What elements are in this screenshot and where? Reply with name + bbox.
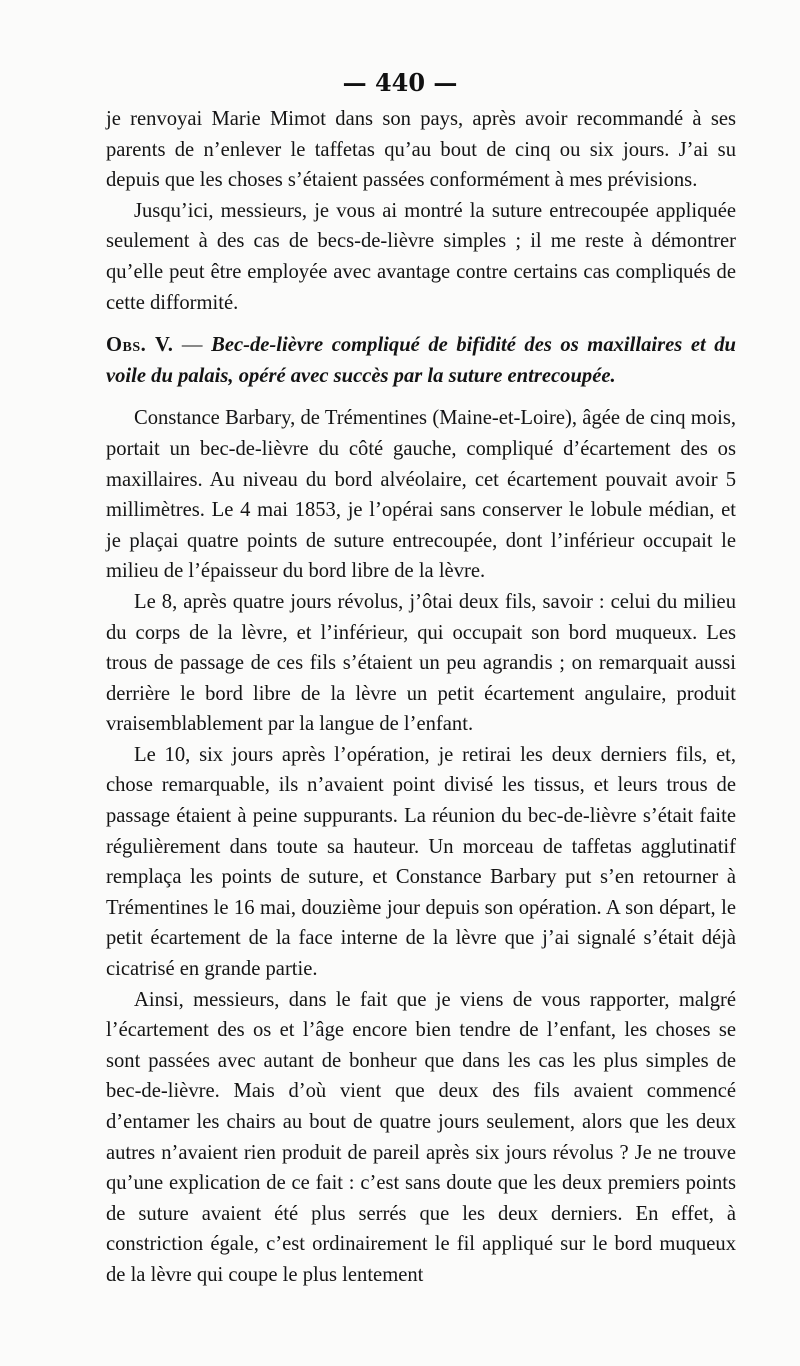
observation-dash: — — [173, 334, 212, 357]
paragraph-intro: Jusqu’ici, messieurs, je vous ai montré la suture entrecoupée appliquée seulement à des cas de becs-de-lièvre simples ; il me reste à démontrer qu’elle peut être employée avec avantage contre certains cas compliqués de cette difformité. — [106, 199, 736, 314]
paragraph-day-8: Le 8, après quatre jours révolus, j’ôtai deux fils, savoir : celui du milieu du corps de la lèvre, et l’inférieur, qui occupait son bord muqueux. Les trous de passage de ces fils s’étaient un peu agrandis ; on remarquait aussi derrière le bord libre de la lèvre un petit écartement angulaire, produit vraisemblablement par la langue de l’enfant. — [106, 590, 736, 736]
paragraph-continuation: je renvoyai Marie Mimot dans son pays, après avoir recommandé à ses parents de n’enlever le taffetas qu’au bout de cinq ou six jours. J’ai su depuis que les choses s’étaient passées conformément à mes prévisions. — [106, 108, 736, 192]
observation-heading — [106, 330, 736, 391]
page-text — [106, 104, 736, 1291]
page-number: — 440 — — [342, 68, 458, 97]
paragraph-discussion: Ainsi, messieurs, dans le fait que je viens de vous rapporter, malgré l’écartement des os et l’âge encore bien tendre de l’enfant, les choses se sont passées avec autant de bonheur que dans les cas les plus simples de bec-de-lièvre. Mais d’où vient que deux des fils avaient commencé d’entamer les chairs au bout de quatre jours seulement, alors que les deux autres n’avaient rien produit de pareil après six jours révolus ? Je ne trouve qu’une explication de ce fait : c’est sans doute que les deux premiers points de suture avaient été plus serrés que les deux derniers. En effet, à constriction égale, c’est ordinairement le fil appliqué sur le bord muqueux de la lèvre qui coupe le plus lentement — [106, 988, 736, 1286]
paragraph-case: Constance Barbary, de Trémentines (Maine-et-Loire), âgée de cinq mois, portait un bec-de-lièvre du côté gauche, compliqué d’écartement des os maxillaires. Au niveau du bord alvéolaire, cet écartement pouvait avoir 5 millimètres. Le 4 mai 1853, je l’opérai sans conserver le lobule médian, et je plaçai quatre points de suture entrecoupée, dont l’inférieur occupait le milieu de l’épaisseur du bord libre de la lèvre. — [106, 407, 736, 583]
paragraph-day-10: Le 10, six jours après l’opération, je retirai les deux derniers fils, et, chose remarquable, ils n’avaient point divisé les tissus, et leurs trous de passage étaient à peine suppurants. La réunion du bec-de-lièvre s’était faite régulièrement dans toute sa hauteur. Un morceau de taffetas agglutinatif remplaça les points de suture, et Constance Barbary put s’en retourner à Trémentines le 16 mai, douzième jour depuis son opération. A son départ, le petit écartement de la face interne de la lèvre que j’ai signalé s’était déjà cicatrisé en grande partie. — [106, 743, 736, 981]
observation-title: Bec-de-lièvre compliqué de bifidité des os maxillaires et du voile du palais, opéré avec succès par la suture entrecoupée. — [106, 334, 737, 387]
observation-label: Obs. V. — [106, 334, 174, 357]
